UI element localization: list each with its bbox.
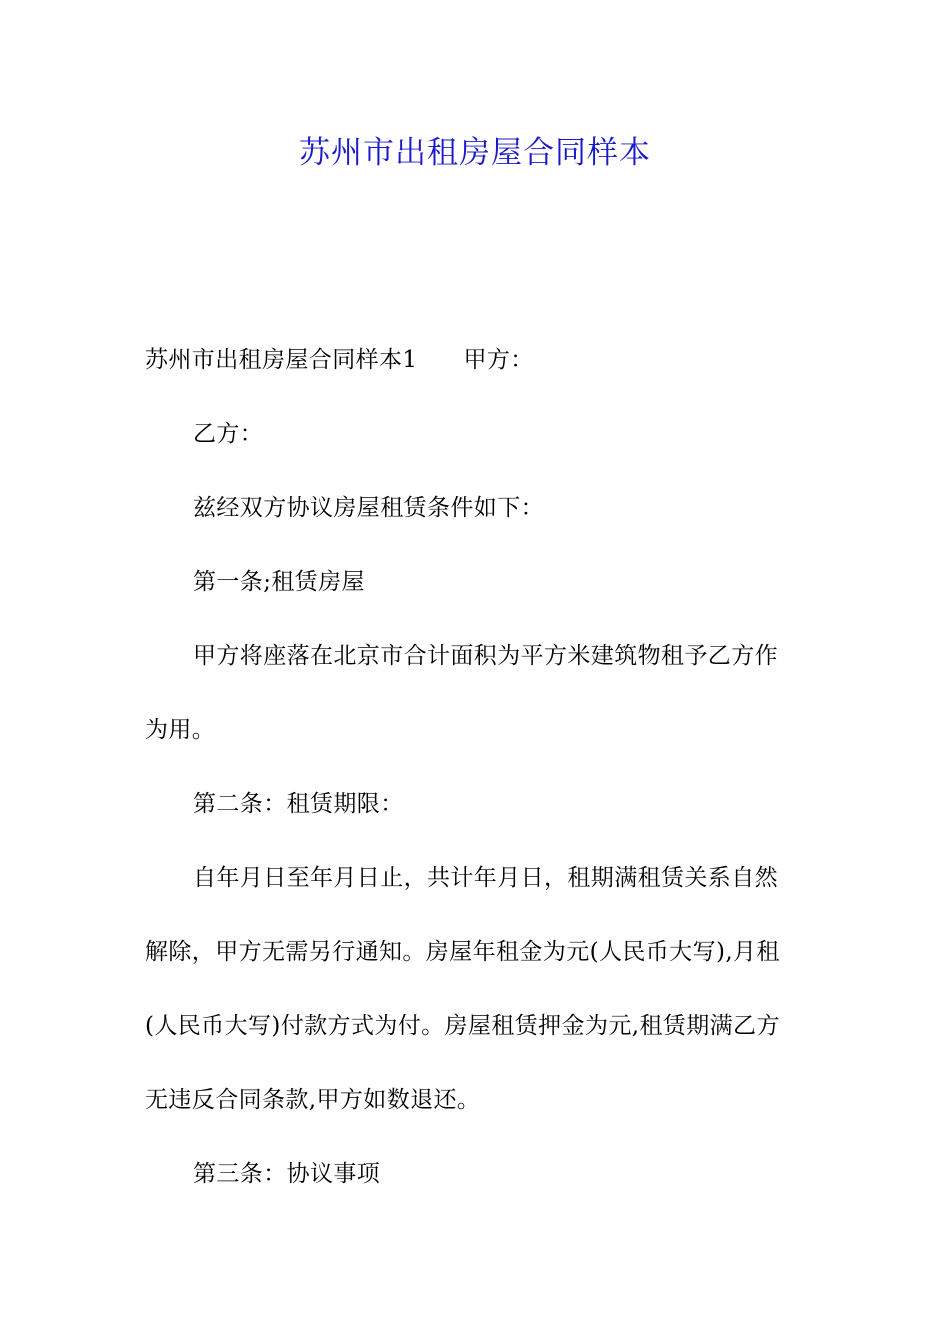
paragraph-heading-parties: [145, 323, 807, 397]
party-b-label: 乙方：: [193, 421, 264, 447]
article-three-heading: 第三条：协议事项: [193, 1161, 381, 1187]
article-one-line-1: 甲方将座落在北京市合计面积为平方米建筑物租予乙方作: [193, 643, 778, 669]
agreement-intro: 兹经双方协议房屋租赁条件如下：: [193, 495, 544, 521]
document-body: [145, 323, 807, 1211]
party-a-label: 甲方：: [463, 347, 534, 373]
article-two-line-4: 无违反合同条款,甲方如数退还。: [145, 1087, 481, 1113]
sample-heading: 苏州市出租房屋合同样本1: [145, 347, 418, 373]
document-title: 苏州市出租房屋合同样本: [299, 135, 651, 171]
article-two-line-3: (人民币大写)付款方式为付。房屋租赁押金为元,租赁期满乙方: [145, 1013, 780, 1039]
article-two-line-2: 解除，甲方无需另行通知。房屋年租金为元(人民币大写),月租: [145, 939, 780, 965]
article-two-line-1: 自年月日至年月日止，共计年月日，租期满租赁关系自然: [193, 865, 778, 891]
article-two-heading: 第二条：租赁期限：: [193, 791, 404, 817]
article-one-line-2: 为用。: [145, 717, 216, 743]
article-one-heading: 第一条;租赁房屋: [193, 569, 365, 595]
